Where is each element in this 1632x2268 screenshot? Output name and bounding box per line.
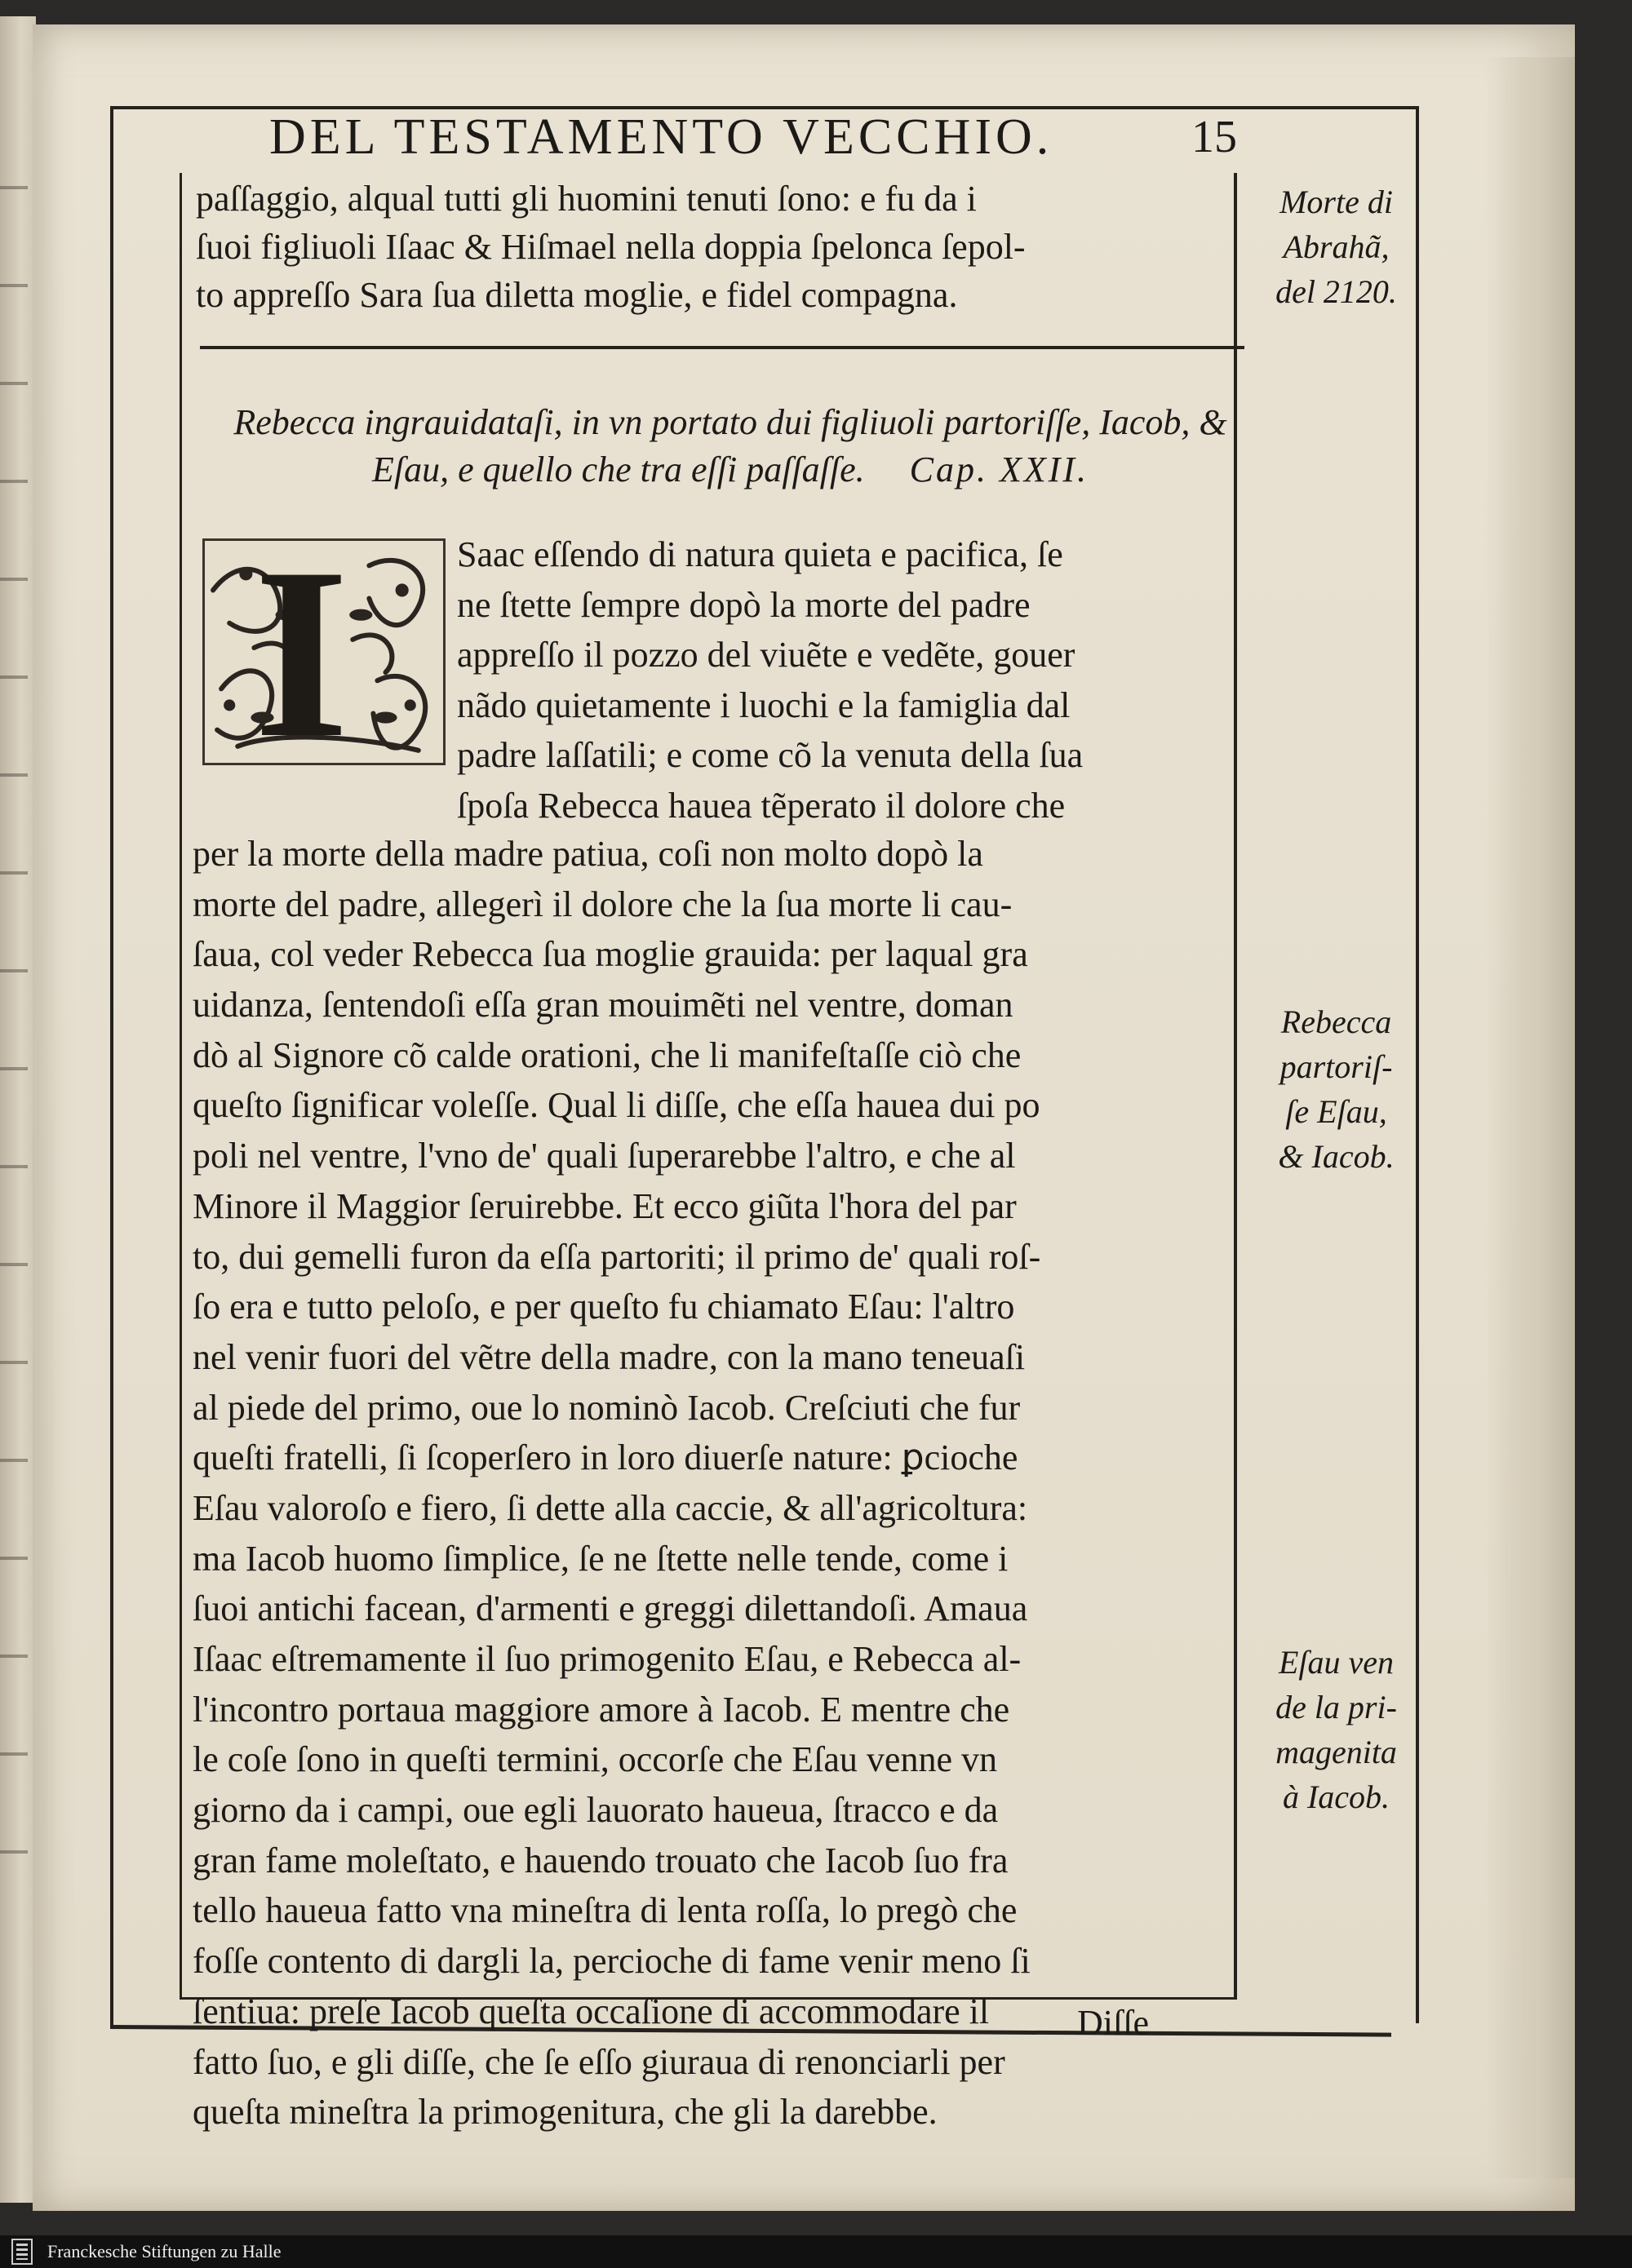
chapter-number: Cap. XXII. — [909, 450, 1089, 489]
footer-bar — [0, 2235, 1632, 2268]
marginal-note-esau — [1248, 1640, 1424, 1819]
text-line: queſta mineſtra la primogenitura, che gli la darebbe. — [193, 2092, 938, 2133]
text-line: Saac eſſendo di natura quieta e pacifica, ſe — [457, 534, 1063, 574]
paragraph-beside-initial — [457, 530, 1240, 831]
marginal-line: Morte di — [1279, 184, 1393, 220]
marginal-line: del 2120. — [1275, 273, 1397, 310]
text-line: padre laſſatili; e come cõ la venuta della ſua — [457, 735, 1084, 775]
marginal-line: Eſau ven — [1278, 1644, 1395, 1681]
running-head — [269, 104, 1273, 170]
text-line: poli nel ventre, l'vno de' quali ſuperarebbe l'altro, e che al — [193, 1136, 1016, 1176]
intro-paragraph — [196, 175, 1244, 320]
previous-page-edge — [0, 16, 36, 2203]
text-line: tello haueua fatto vna mineſtra di lenta roſſa, lo pregò che — [193, 1890, 1018, 1931]
text-line: l'incontro portaua maggiore amore à Iacob. E mentre che — [193, 1689, 1010, 1730]
running-head-title: DEL TESTAMENTO VECCHIO. — [269, 109, 1053, 165]
text-line: ma Iacob huomo ſimplice, ſe ne ſtette nelle tende, come i — [193, 1538, 1009, 1579]
chapter-title-text: Eſau, e quello che tra eſſi paſſaſſe. — [371, 450, 865, 489]
text-line: Eſau valoroſo e fiero, ſi dette alla caccie, & all'agricoltura: — [193, 1487, 1028, 1528]
text-line: uidanza, ſentendoſi eſſa gran mouimẽti nel ventre, doman — [193, 985, 1013, 1025]
chapter-title-line-2 — [204, 447, 1257, 494]
marginal-line: & Iacob. — [1278, 1138, 1395, 1175]
text-line: ſuoi antichi facean, d'armenti e greggi dilettandoſi. Amaua — [193, 1588, 1028, 1629]
footer-institution: Franckesche Stiftungen zu Halle — [47, 2241, 282, 2261]
text-line: al piede del primo, oue lo nominò Iacob. Creſciuti che fur — [193, 1387, 1021, 1428]
chapter-title — [204, 400, 1257, 494]
marginal-line: Abrahã, — [1283, 228, 1390, 265]
text-line: ne ſtette ſempre dopò la morte del padre — [457, 584, 1031, 625]
text-line: queſti fratelli, ſi ſcoperſero in loro diuerſe nature: ꝑcioche — [193, 1437, 1018, 1478]
initial-letter: I — [254, 538, 349, 765]
marginal-note-death-of-abraham — [1248, 179, 1424, 314]
text-line: ſentiua: preſe Iacob queſta occaſione di accommodare il — [193, 1991, 990, 2031]
previous-page-text-fragments — [0, 139, 28, 1917]
text-line: Iſaac eſtremamente il ſuo primogenito Eſau, e Rebecca al- — [193, 1639, 1022, 1679]
text-line: to appreſſo Sara ſua diletta moglie, e fidel compagna. — [196, 275, 958, 315]
text-line: nel venir fuori del vẽtre della madre, con la mano teneuaſi — [193, 1336, 1026, 1377]
text-line: morte del padre, allegerì il dolore che la ſua morte li cau- — [193, 884, 1013, 924]
chapter-title-line: Rebecca ingrauidataſi, in vn portato dui figliuoli partoriſſe, Iacob, & — [233, 402, 1227, 442]
decorated-initial — [202, 538, 446, 765]
text-line: ſaua, col veder Rebecca ſua moglie grauida: per laqual gra — [193, 934, 1028, 975]
text-line: Minore il Maggior ſeruirebbe. Et ecco giũta l'hora del par — [193, 1185, 1017, 1226]
marginal-line: à Iacob. — [1282, 1779, 1390, 1815]
text-line: per la morte della madre patiua, coſi non molto dopò la — [193, 834, 983, 874]
marginal-note-rebecca — [1248, 999, 1424, 1179]
text-line: le coſe ſono in queſti termini, occorſe che Eſau venne vn — [193, 1739, 997, 1780]
paragraph-body — [193, 831, 1245, 2139]
text-line: ſo era e tutto peloſo, e per queſto fu chiamato Eſau: l'altro — [193, 1287, 1015, 1327]
text-line: nãdo quietamente i luochi e la famiglia dal — [457, 684, 1071, 725]
marginal-line: de la pri- — [1275, 1689, 1397, 1725]
text-line: ſpoſa Rebecca hauea tẽperato il dolore che — [457, 785, 1066, 826]
page-edge-shadow — [1485, 57, 1575, 2178]
text-line: paſſaggio, alqual tutti gli huomini tenuti ſono: e fu da i — [196, 179, 977, 219]
text-line: to, dui gemelli furon da eſſa partoriti; il primo de' quali roſ- — [193, 1236, 1041, 1277]
text-line: giorno da i campi, oue egli lauorato haueua, ſtracco e da — [193, 1790, 999, 1831]
chapter-divider-rule — [200, 346, 1244, 349]
library-logo-icon — [11, 2239, 33, 2265]
marginal-line: ſe Eſau, — [1285, 1093, 1387, 1130]
text-line: dò al Signore cõ calde orationi, che li manifeſtaſſe ciò che — [193, 1034, 1022, 1075]
marginal-line: Rebecca — [1280, 1003, 1392, 1040]
catchword: Diſſe — [1077, 2003, 1149, 2043]
page-number: 15 — [1191, 112, 1237, 162]
marginal-line: partoriſ- — [1279, 1048, 1393, 1085]
text-line: appreſſo il pozzo del viuẽte e vedẽte, gouer — [457, 635, 1075, 675]
text-line: gran fame moleſtato, e hauendo trouato che Iacob ſuo fra — [193, 1840, 1009, 1880]
text-line: queſto ſignificar voleſſe. Qual li diſſe, che eſſa hauea dui po — [193, 1085, 1040, 1126]
marginal-line: magenita — [1275, 1734, 1397, 1770]
text-line: fatto ſuo, e gli diſſe, che ſe eſſo giuraua di renonciarli per — [193, 2041, 1005, 2082]
text-line: ſuoi figliuoli Iſaac & Hiſmael nella doppia ſpelonca ſepol- — [196, 227, 1026, 267]
text-line: foſſe contento di dargli la, percioche di fame venir meno ſi — [193, 1941, 1031, 1982]
